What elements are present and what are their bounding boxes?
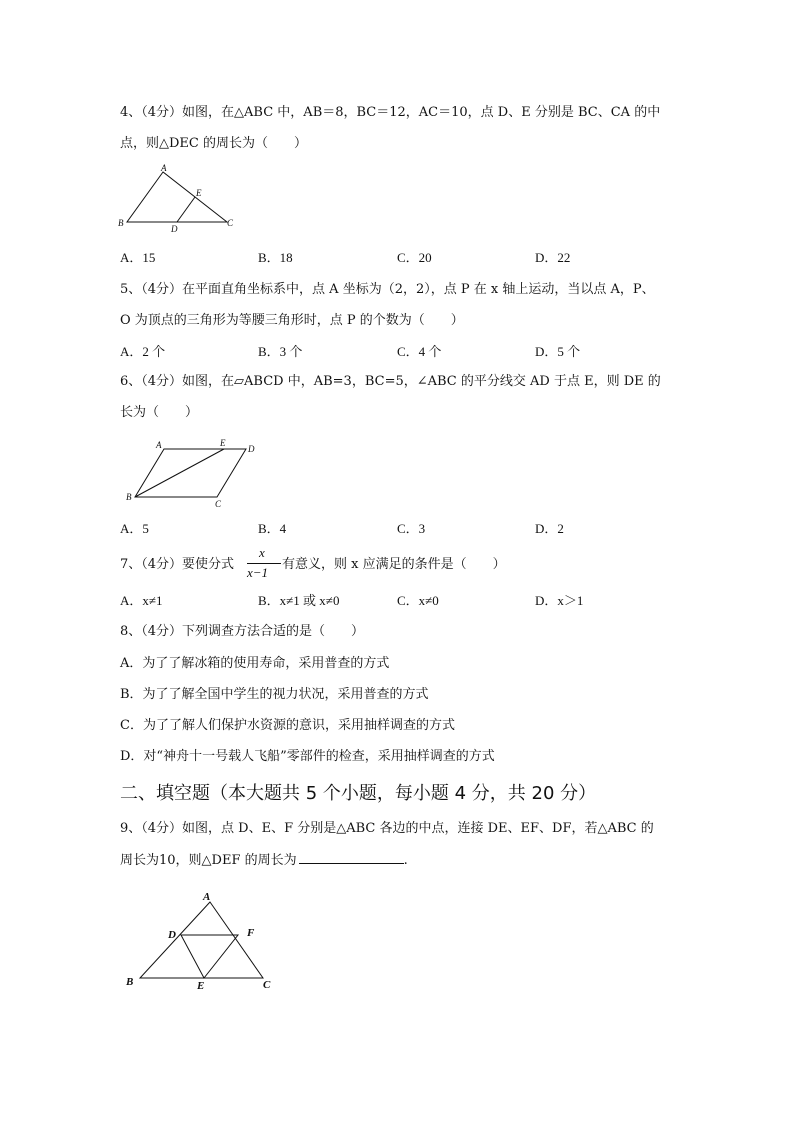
q6-label-e: E — [220, 438, 226, 448]
q6-stem-line1: 6、（4分）如图，在▱ABCD 中，AB=3，BC=5，∠ABC 的平分线交 AD 于点 E，则 DE 的 — [120, 374, 661, 389]
q7-option-d: D．x＞1 — [535, 593, 584, 608]
q5-option-c: C．4 个 — [397, 344, 442, 359]
q7-stem-suffix: 有意义，则 x 应满足的条件是（ ） — [282, 557, 506, 572]
q9-stem-period: . — [403, 853, 408, 868]
q4-option-b: B．18 — [258, 250, 293, 265]
section-2-title: 二、填空题（本大题共 5 个小题，每小题 4 分，共 20 分） — [120, 783, 597, 804]
q4-label-e: E — [196, 188, 202, 198]
q9-label-e: E — [197, 980, 205, 992]
q9-triangle-figure — [120, 887, 282, 997]
q9-label-f: F — [247, 927, 255, 939]
q4-triangle-figure — [115, 162, 240, 234]
q6-label-c: C — [215, 499, 222, 509]
q4-label-c: C — [227, 218, 234, 228]
q5-stem-line2: O 为顶点的三角形为等腰三角形时，点 P 的个数为（ ） — [120, 313, 464, 328]
q4-label-b: B — [118, 218, 124, 228]
q7-stem-prefix: 7、（4分）要使分式 — [120, 557, 235, 572]
q4-stem-line2: 点，则△DEC 的周长为（ ） — [120, 136, 307, 151]
q5-stem-line1: 5、（4分）在平面直角坐标系中，点 A 坐标为（2，2），点 P 在 x 轴上运动，当以点 A，P、 — [120, 282, 655, 297]
q8-option-b: B．为了了解全国中学生的视力状况，采用普查的方式 — [120, 687, 429, 702]
q7-fraction-bar — [247, 563, 281, 564]
q6-option-b: B．4 — [258, 521, 287, 536]
q4-option-c: C．20 — [397, 250, 432, 265]
q7-option-a: A．x≠1 — [120, 593, 163, 608]
q8-option-a: A．为了了解冰箱的使用寿命，采用普查的方式 — [120, 656, 390, 671]
q5-option-a: A．2 个 — [120, 344, 166, 359]
q4-option-a: A．15 — [120, 250, 156, 265]
q6-label-a: A — [156, 440, 162, 450]
q7-fraction-numerator: x — [259, 545, 265, 560]
q6-option-a: A．5 — [120, 521, 149, 536]
q7-option-b: B．x≠1 或 x≠0 — [258, 593, 340, 608]
q6-label-d: D — [248, 444, 255, 454]
q9-stem-line2-text: 周长为10，则△DEF 的周长为 — [120, 853, 297, 868]
q9-label-a: A — [203, 891, 211, 903]
q7-fraction — [247, 545, 283, 585]
q9-stem-line2 — [120, 851, 408, 870]
q9-label-b: B — [126, 976, 134, 988]
q5-option-d: D．5 个 — [535, 344, 581, 359]
q4-label-d: D — [171, 224, 178, 234]
q7-fraction-denominator: x−1 — [247, 565, 269, 580]
q6-stem-line2: 长为（ ） — [120, 405, 199, 420]
q6-option-d: D．2 — [535, 521, 564, 536]
q4-label-a: A — [161, 163, 167, 173]
q4-stem-line1: 4、（4分）如图，在△ABC 中，AB＝8，BC＝12，AC＝10，点 D、E 分别是 BC、CA 的中 — [120, 105, 661, 120]
q9-answer-blank — [299, 851, 404, 864]
q9-label-d: D — [168, 929, 176, 941]
q6-option-c: C．3 — [397, 521, 426, 536]
q8-option-d: D．对“神舟十一号载人飞船”零部件的检查，采用抽样调查的方式 — [120, 749, 495, 764]
q6-label-b: B — [126, 492, 132, 502]
q9-label-c: C — [263, 979, 271, 991]
q8-stem: 8、（4分）下列调查方法合适的是（ ） — [120, 624, 365, 639]
q5-option-b: B．3 个 — [258, 344, 303, 359]
q7-option-c: C．x≠0 — [397, 593, 439, 608]
q4-option-d: D．22 — [535, 250, 571, 265]
q9-stem-line1: 9、（4分）如图，点 D、E、F 分别是△ABC 各边的中点，连接 DE、EF、DF，若△ABC 的 — [120, 821, 654, 836]
q8-option-c: C．为了了解人们保护水资源的意识，采用抽样调查的方式 — [120, 718, 455, 733]
q6-parallelogram-figure — [118, 434, 268, 512]
